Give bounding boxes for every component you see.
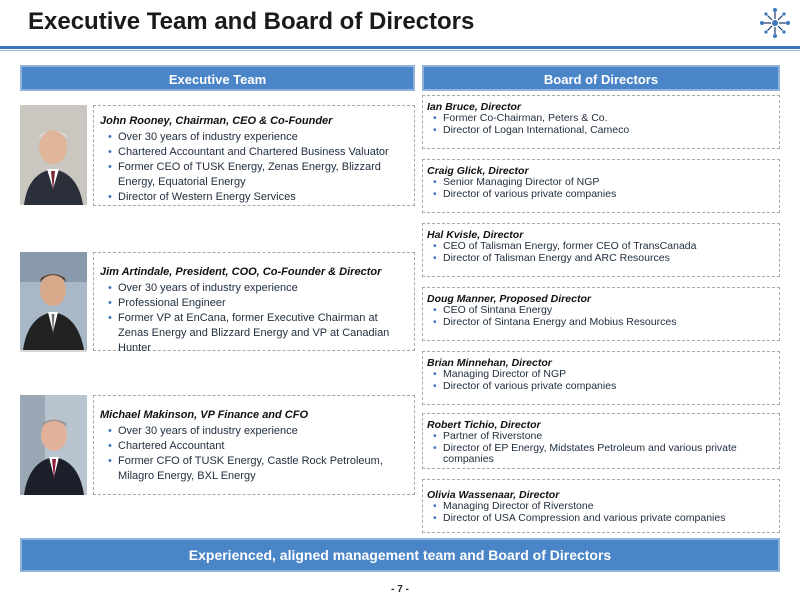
company-logo-icon [758,6,792,40]
board-card-olivia-wassenaar [422,479,780,533]
exec-bullet: • Chartered Accountant and Chartered Business Valuator [108,145,408,160]
board-bullet: • Managing Director of NGP [433,369,775,381]
board-card-brian-minnehan [422,351,780,405]
page-number: - 7 - [391,584,409,595]
board-bullet: • CEO of Talisman Energy, former CEO of TransCanada [433,241,775,253]
board-bullet: • Director of Sintana Energy and Mobius Resources [433,317,775,329]
board-card-ian-bruce [422,95,780,149]
exec-card-john-rooney [93,105,415,206]
board-name: Hal Kvisle, Director [427,229,524,241]
executive-team-header: Executive Team [20,65,415,91]
board-bullet: • Senior Managing Director of NGP [433,177,775,189]
board-bullet: • Partner of Riverstone [433,431,775,443]
title-rule [0,46,800,49]
summary-banner: Experienced, aligned management team and Board of Directors [20,538,780,572]
board-card-craig-glick [422,159,780,213]
board-bullet: • Managing Director of Riverstone [433,501,775,513]
exec-name: John Rooney, Chairman, CEO & Co-Founder [100,115,333,127]
exec-bullet: • Over 30 years of industry experience [108,424,408,439]
board-bullet: • Director of Talisman Energy and ARC Resources [433,253,775,265]
exec-bullet: • Professional Engineer [108,296,408,311]
board-card-robert-tichio [422,413,780,469]
photo-michael-makinson [20,395,87,495]
exec-name: Jim Artindale, President, COO, Co-Founder & Director [100,266,382,278]
exec-card-jim-artindale [93,252,415,354]
exec-bullet: • Chartered Accountant [108,439,408,454]
board-name: Craig Glick, Director [427,165,529,177]
page-title: Executive Team and Board of Directors [28,8,475,35]
board-bullet: • Director of EP Energy, Midstates Petroleum and various private companies [433,443,775,466]
exec-bullet: • Director of Western Energy Services [108,190,408,205]
photo-john-rooney [20,105,87,205]
board-name: Robert Tichio, Director [427,419,541,431]
exec-card-michael-makinson [93,395,415,495]
photo-jim-artindale [20,252,87,352]
board-name: Ian Bruce, Director [427,101,521,113]
exec-bullet: • Over 30 years of industry experience [108,130,408,145]
board-bullet: • CEO of Sintana Energy [433,305,775,317]
exec-bullet: • Over 30 years of industry experience [108,281,408,296]
title-rule-secondary [0,50,800,51]
exec-bullet: • Former CEO of TUSK Energy, Zenas Energy, Blizzard Energy, Equatorial Energy [108,160,408,190]
board-bullet: • Director of Logan International, Cameco [433,125,775,137]
board-bullet: • Director of USA Compression and various private companies [433,513,775,525]
board-name: Olivia Wassenaar, Director [427,489,560,501]
board-bullet: • Director of various private companies [433,381,775,393]
board-bullet: • Former Co-Chairman, Peters & Co. [433,113,775,125]
board-name: Doug Manner, Proposed Director [427,293,591,305]
board-card-hal-kvisle [422,223,780,277]
board-header: Board of Directors [422,65,780,91]
exec-name: Michael Makinson, VP Finance and CFO [100,409,309,421]
exec-bullet: • Former CFO of TUSK Energy, Castle Rock Petroleum, Milagro Energy, BXL Energy [108,454,408,484]
board-card-doug-manner [422,287,780,341]
exec-bullet: • Former VP at EnCana, former Executive Chairman at Zenas Energy and Blizzard Energy and VP at Canadian Hunter [108,311,408,356]
board-bullet: • Director of various private companies [433,189,775,201]
board-name: Brian Minnehan, Director [427,357,552,369]
